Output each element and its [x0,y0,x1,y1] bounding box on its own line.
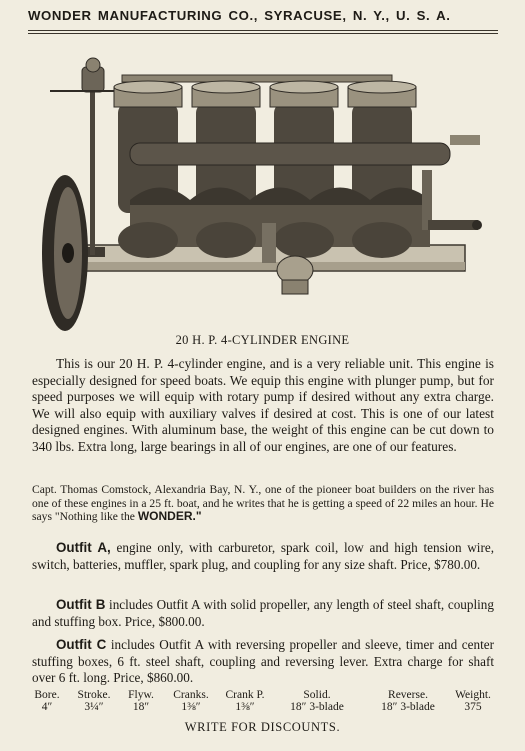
spec-stroke [70,689,118,713]
spec-solid [277,689,357,713]
spec-weight [450,689,496,713]
testimonial [32,483,494,524]
outfit-b-text: includes Outfit A with solid propeller, any length of steel shaft, coupling and stuffing box. Price, $800.00. [32,597,494,629]
outfit-c [32,637,494,687]
description-text: This is our 20 H. P. 4-cylinder engine, and is a very reliable unit. This engine is especially designed for speed boats. We equip this engine with plunger pump, but for speed purposes we will equip with rotary pump if desired without any extra charge. We will also equip with auxiliary valves if desired at cost. This is one of our latest designed engines. With aluminum base, the weight of this engine can be cut down to 340 lbs. Extra long, large bearings in all of our engines, are one of our features. [32,356,494,454]
spec-table [32,689,502,717]
outfit-a-name: Outfit A, [56,540,111,555]
outfit-a [32,540,494,573]
spec-stroke-value: 3¼″ [84,701,104,713]
spec-cranks [166,689,216,713]
spec-stroke-label: Stroke. [77,689,111,701]
spec-flywheel [122,689,160,713]
outfit-b-name: Outfit B [56,597,106,612]
page-header: WONDER MANUFACTURING CO., SYRACUSE, N. Y., U. S. A. [28,8,451,23]
description-paragraph [32,356,494,455]
outfit-b [32,597,494,630]
spec-bore-label: Bore. [34,689,60,701]
spec-bore [32,689,62,713]
outfit-c-name: Outfit C [56,637,107,652]
spec-crank-pin-label: Crank P. [225,689,265,701]
spec-reverse [367,689,449,713]
testimonial-text: Capt. Thomas Comstock, Alexandria Bay, N. Y., one of the pioneer boat builders on the river has one of these engines in a 25 ft. boat, and he writes that he is getting a speed of 22 miles an hour. He says "Nothing like the [32,483,494,523]
spec-bore-value: 4″ [41,701,53,713]
spec-cranks-value: 1⅜″ [181,701,201,713]
outfit-c-text: includes Outfit A with reversing propeller and sleeve, timer and center stuffing boxes, 6 ft. steel shaft, coupling and reversing lever. Extra charge for shaft over 6 ft. long. Price, $860.00. [32,637,495,685]
spec-crank-pin [220,689,270,713]
spec-cranks-label: Cranks. [173,689,209,701]
spec-weight-label: Weight. [455,689,491,701]
spec-crank-pin-value: 1⅜″ [235,701,255,713]
outfit-a-text: engine only, with carburetor, spark coil, low and high tension wire, switch, batteries, muffler, spark plug, and coupling for any size shaft. Price, $780.00. [32,540,495,572]
spec-solid-value: 18″ 3-blade [290,701,344,713]
spec-flywheel-value: 18″ [132,701,150,713]
header-rule-bottom [28,33,498,34]
engine-caption: 20 H. P. 4-CYLINDER ENGINE [175,333,350,347]
spec-solid-label: Solid. [303,689,331,701]
header-rule-top [28,30,498,31]
spec-flywheel-label: Flyw. [128,689,154,701]
spec-weight-value: 375 [464,701,482,713]
spec-reverse-value: 18″ 3-blade [381,701,435,713]
engine-illustration [30,55,500,340]
spec-reverse-label: Reverse. [388,689,428,701]
discount-footer: WRITE FOR DISCOUNTS. [184,720,341,734]
testimonial-brand: WONDER." [137,509,202,523]
